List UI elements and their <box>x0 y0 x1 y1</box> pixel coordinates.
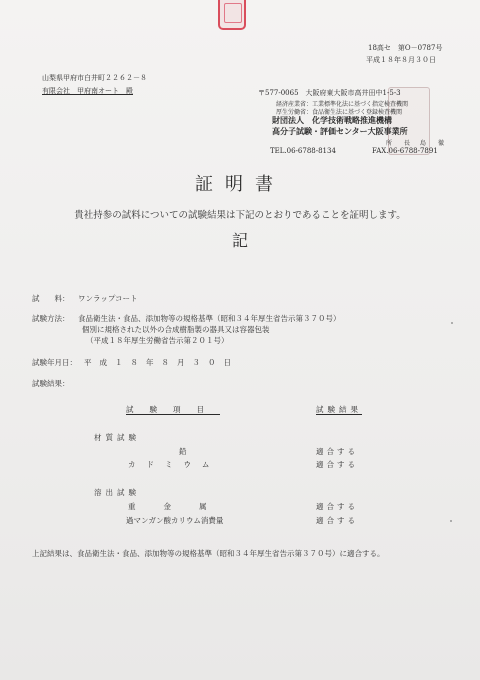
issuer-address: 〒577-0065 大阪府東大阪市高井田中1-5-3 <box>258 89 401 97</box>
issuer-cert-line-1: 経済産業省：工業標準化法に基づく指定検査機関 <box>276 101 409 108</box>
sample-label: 試 料： <box>32 294 70 303</box>
director-label: 所 長 <box>386 140 411 147</box>
row-item-lead: 鉛 <box>179 447 187 456</box>
director-name: 島 徹 <box>420 140 445 147</box>
method-label: 試験方法： <box>32 314 70 323</box>
ki-heading: 記 <box>231 231 248 250</box>
row-result-kmno4: 適合する <box>316 516 358 525</box>
conclusion-statement: 上記結果は、食品衛生法・食品、添加物等の規格基準（昭和３４年厚生省告示第３７０号）に適合する。 <box>32 549 385 558</box>
row-item-kmno4: 過マンガン酸カリウム消費量 <box>126 516 224 525</box>
page-title: 証明書 <box>195 174 285 195</box>
row-item-cadmium: カドミウム <box>128 460 221 469</box>
group-title-elution: 溶出試験 <box>94 488 140 497</box>
row-result-heavy-metals: 適合する <box>316 502 358 511</box>
group-title-material: 材質試験 <box>94 433 140 442</box>
row-result-cadmium: 適合する <box>316 460 358 469</box>
method-line-2: 個別に規格された以外の合成樹脂製の器具又は容器包装 <box>82 325 270 334</box>
issuer-office-name: 高分子試験・評価センター大阪事業所 <box>272 126 408 136</box>
col-header-item: 試験項目 <box>126 405 220 414</box>
col-header-result: 試験結果 <box>316 405 362 414</box>
recipient-address: 山梨県甲府市白井町２２６２－８ <box>42 74 147 82</box>
row-result-lead: 適合する <box>316 447 358 456</box>
recipient-name: 有限会社 甲府南オート 殿 <box>42 87 133 95</box>
top-seal-stamp <box>218 0 246 30</box>
document-number: 18高セ 第O－0787号 <box>368 44 443 52</box>
issuer-cert-line-2: 厚生労働省：食品衛生法に基づく登録検査機関 <box>276 109 403 116</box>
test-date-label: 試験年月日： <box>32 358 77 367</box>
scan-speck <box>451 322 453 324</box>
scan-speck <box>450 520 452 522</box>
method-line-1: 食品衛生法・食品、添加物等の規格基準（昭和３４年厚生省告示第３７０号） <box>78 314 341 323</box>
intro-statement: 貴社持参の試料についての試験結果は下記のとおりであることを証明します。 <box>74 210 406 221</box>
row-item-heavy-metals: 重金属 <box>128 502 235 511</box>
issuer-tel: TEL.06-6788-8134 <box>270 147 336 155</box>
sample-value: ワンラップコート <box>78 294 138 303</box>
issuer-fax: FAX.06-6788-7891 <box>372 147 438 155</box>
issuer-org-name: 財団法人 化学技術戦略推進機構 <box>272 115 392 125</box>
method-line-3: （平成１８年厚生労働省告示第２０１号） <box>86 336 229 345</box>
document-date: 平成１８年８月３０日 <box>366 56 436 64</box>
results-label: 試験結果： <box>32 379 70 388</box>
test-date-value: 平成１８年８月３０日 <box>84 358 239 367</box>
